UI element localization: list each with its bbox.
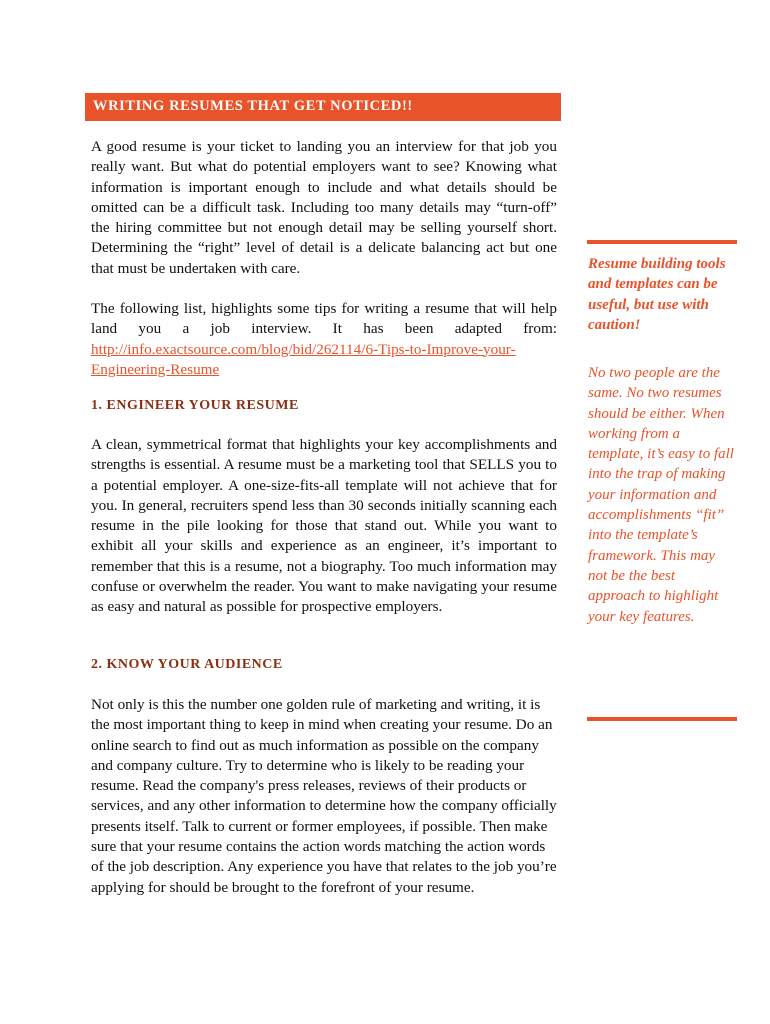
sidebar-top-rule	[587, 240, 737, 244]
section-body-audience: Not only is this the number one golden rule of marketing and writing, it is the most important thing to keep in mind when creating your resume. Do an online search to find out as much information as possible on the company and company culture. Try to determine who is likely to be reading your resume. Read the company's press releases, reviews of their products or services, and any other information to determine how the company officially presents itself. Talk to current or former employees, if possible. Then make sure that your resume contains the action words matching the action words of the job description. Any experience you have that relates to the job you’re applying for should be brought to the forefront of your resume.	[91, 696, 557, 896]
sidebar-bottom-rule	[587, 717, 737, 721]
section-banner: WRITING RESUMES THAT GET NOTICED!!	[85, 93, 561, 121]
intro-paragraph: A good resume is your ticket to landing you an interview for that job you really want. But what do potential employers want to see? Knowing what information is important enough to include and what details should be omitted can be a difficult task. Including too many details may “turn-off” the hiring committee but not enough detail may be selling yourself short. Determining the “right” level of detail is a delicate balancing act but one that must be undertaken with care.	[91, 138, 557, 277]
section-heading-engineer: 1. ENGINEER YOUR RESUME	[91, 398, 299, 413]
source-paragraph	[91, 299, 557, 380]
sidebar-heading: Resume building tools and templates can be useful, but use with caution!	[588, 256, 726, 333]
section-heading-audience: 2. KNOW YOUR AUDIENCE	[91, 657, 283, 672]
source-text: The following list, highlights some tips for writing a resume that will help land you a job interview. It has been adapted from:	[91, 300, 557, 338]
section-body-engineer: A clean, symmetrical format that highlights your key accomplishments and strengths is essential. A resume must be a marketing tool that SELLS you to a potential employer. A one-size-fits-all template will not achieve that for you. In general, recruiters spend less than 30 seconds initially scanning each resume in the pile looking for those that stand out. While you want to exhibit all your skills and experience as an engineer, it’s important to remember that this is a resume, not a biography. Too much information may confuse or overwhelm the reader. You want to make navigating your resume as easy and natural as possible for prospective employers.	[91, 436, 557, 616]
sidebar-body: No two people are the same. No two resumes should be either. When working from a template, it’s easy to fall into the trap of making your information and accomplishments “fit” into the template’s framework. This may not be the best approach to highlight your key features.	[588, 365, 734, 625]
source-link[interactable]: http://info.exactsource.com/blog/bid/262114/6-Tips-to-Improve-your-Engineering-Resume	[91, 340, 516, 378]
